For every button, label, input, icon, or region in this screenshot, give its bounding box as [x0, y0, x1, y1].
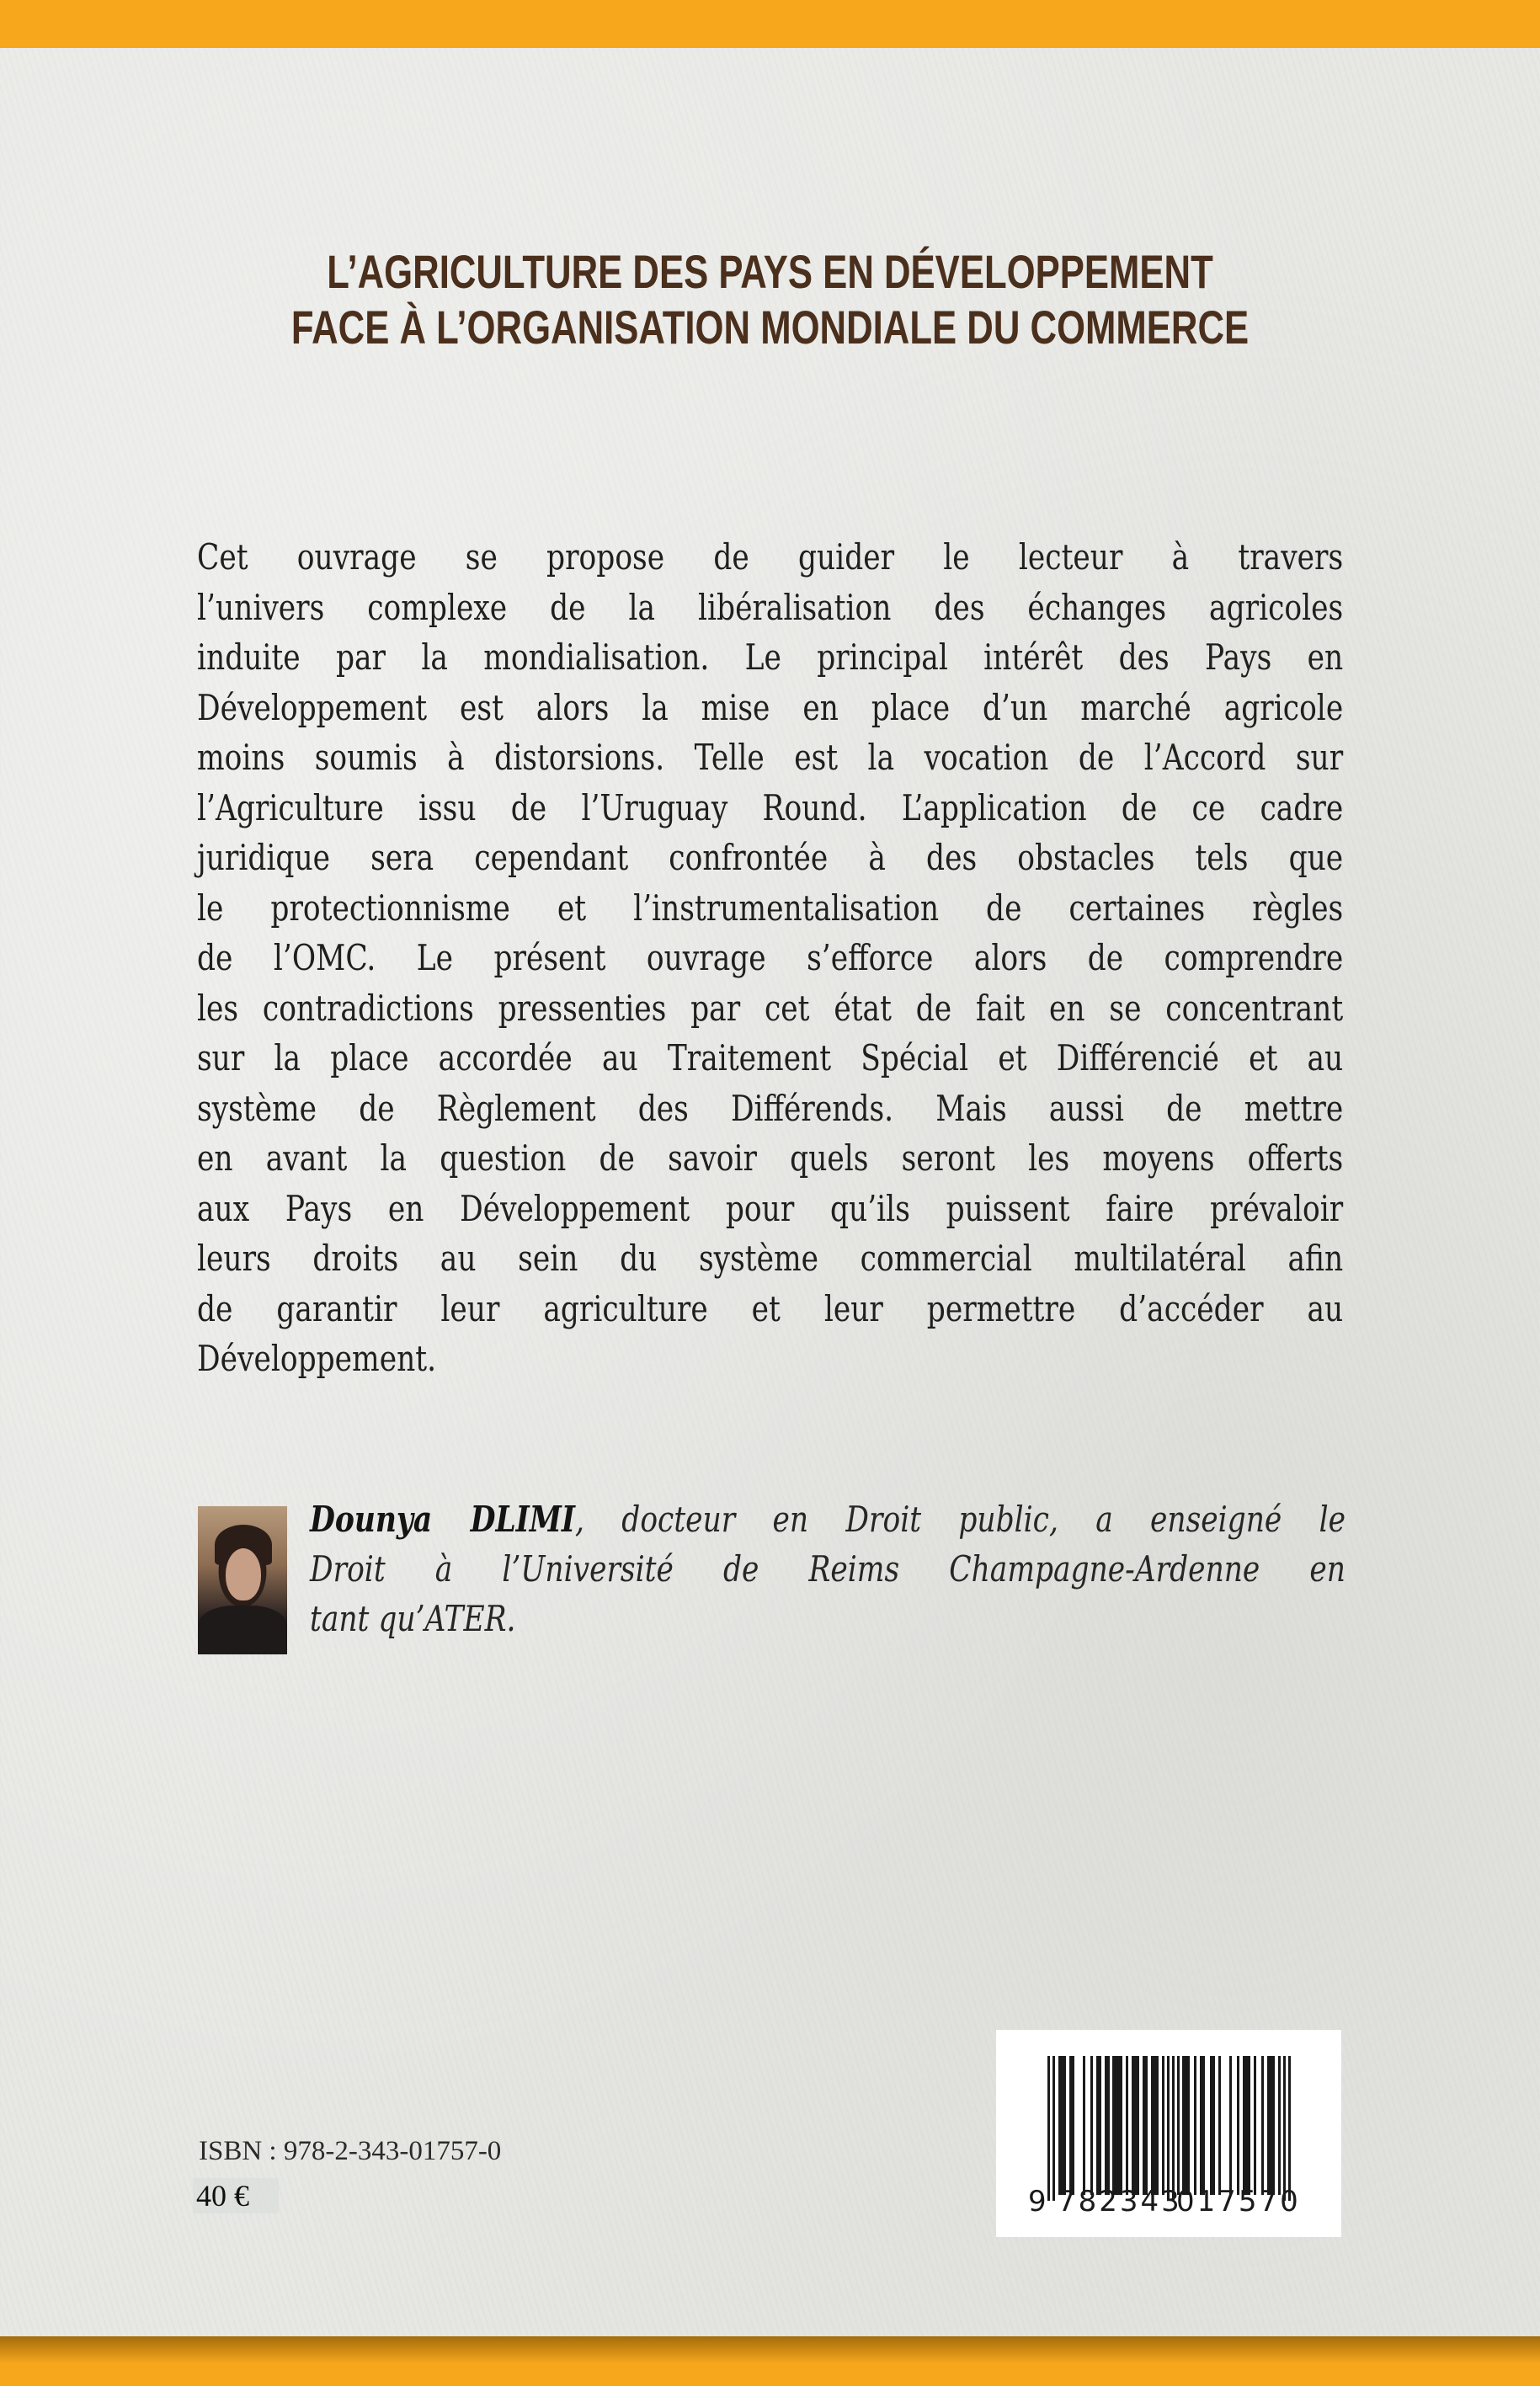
blurb-line: Développement.	[197, 1338, 437, 1379]
blurb-line: juridique sera cependant confrontée à des obstacles tels que	[197, 837, 1344, 878]
author-bio-line-1: , docteur en Droit public, a enseigné le	[575, 1499, 1346, 1540]
barcode-right-group: 017570	[1176, 2185, 1301, 2218]
blurb-line: en avant la question de savoir quels seront les moyens offerts	[197, 1137, 1344, 1179]
portrait-body	[198, 1606, 287, 1654]
book-title	[0, 244, 1540, 355]
blurb-line: Développement est alors la mise en place d’un marché agricole	[197, 686, 1344, 728]
price-label: 40 €	[193, 2178, 279, 2213]
blurb-line: sur la place accordée au Traitement Spécial et Différencié et au	[197, 1037, 1344, 1078]
barcode-first-digit: 9	[1028, 2185, 1047, 2218]
blurb-line: l’Agriculture issu de l’Uruguay Round. L’application de ce cadre	[197, 786, 1344, 828]
blurb-line: système de Règlement des Différends. Mais aussi de mettre	[197, 1087, 1344, 1129]
barcode-left-group: 782343	[1058, 2185, 1182, 2218]
author-bio	[310, 1494, 1344, 1643]
back-cover-blurb	[197, 532, 1342, 1384]
book-title-line-1: L’AGRICULTURE DES PAYS EN DÉVELOPPEMENT	[327, 245, 1213, 298]
book-title-line-2: FACE À L’ORGANISATION MONDIALE DU COMMERCE	[290, 301, 1250, 354]
author-bio-line-2: Droit à l’Université de Reims Champagne-Ardenne en	[310, 1548, 1346, 1590]
blurb-line: leurs droits au sein du système commercial multilatéral afin	[197, 1238, 1344, 1279]
author-name: Dounya DLIMI	[310, 1499, 576, 1540]
isbn-label: ISBN : 978-2-343-01757-0	[199, 2136, 502, 2166]
author-portrait-photo	[198, 1506, 287, 1654]
top-accent-band	[0, 0, 1540, 48]
blurb-line: induite par la mondialisation. Le principal intérêt des Pays en	[197, 636, 1344, 678]
blurb-line: de garantir leur agriculture et leur permettre d’accéder au	[197, 1287, 1344, 1329]
isbn-barcode	[996, 2030, 1341, 2237]
blurb-line: moins soumis à distorsions. Telle est la vocation de l’Accord sur	[197, 737, 1344, 778]
bottom-accent-band	[0, 2336, 1540, 2386]
blurb-line: Cet ouvrage se propose de guider le lecteur à travers	[197, 536, 1344, 578]
author-bio-line-3: tant qu’ATER.	[310, 1598, 516, 1639]
blurb-line: les contradictions pressenties par cet état de fait en se concentrant	[197, 987, 1344, 1029]
barcode-digits	[996, 2185, 1341, 2218]
blurb-line: l’univers complexe de la libéralisation des échanges agricoles	[197, 586, 1344, 628]
blurb-line: de l’OMC. Le présent ouvrage s’efforce alors de comprendre	[197, 937, 1344, 978]
portrait-face	[226, 1548, 261, 1600]
blurb-line: le protectionnisme et l’instrumentalisation de certaines règles	[197, 887, 1344, 929]
blurb-line: aux Pays en Développement pour qu’ils puissent faire prévaloir	[197, 1187, 1344, 1229]
